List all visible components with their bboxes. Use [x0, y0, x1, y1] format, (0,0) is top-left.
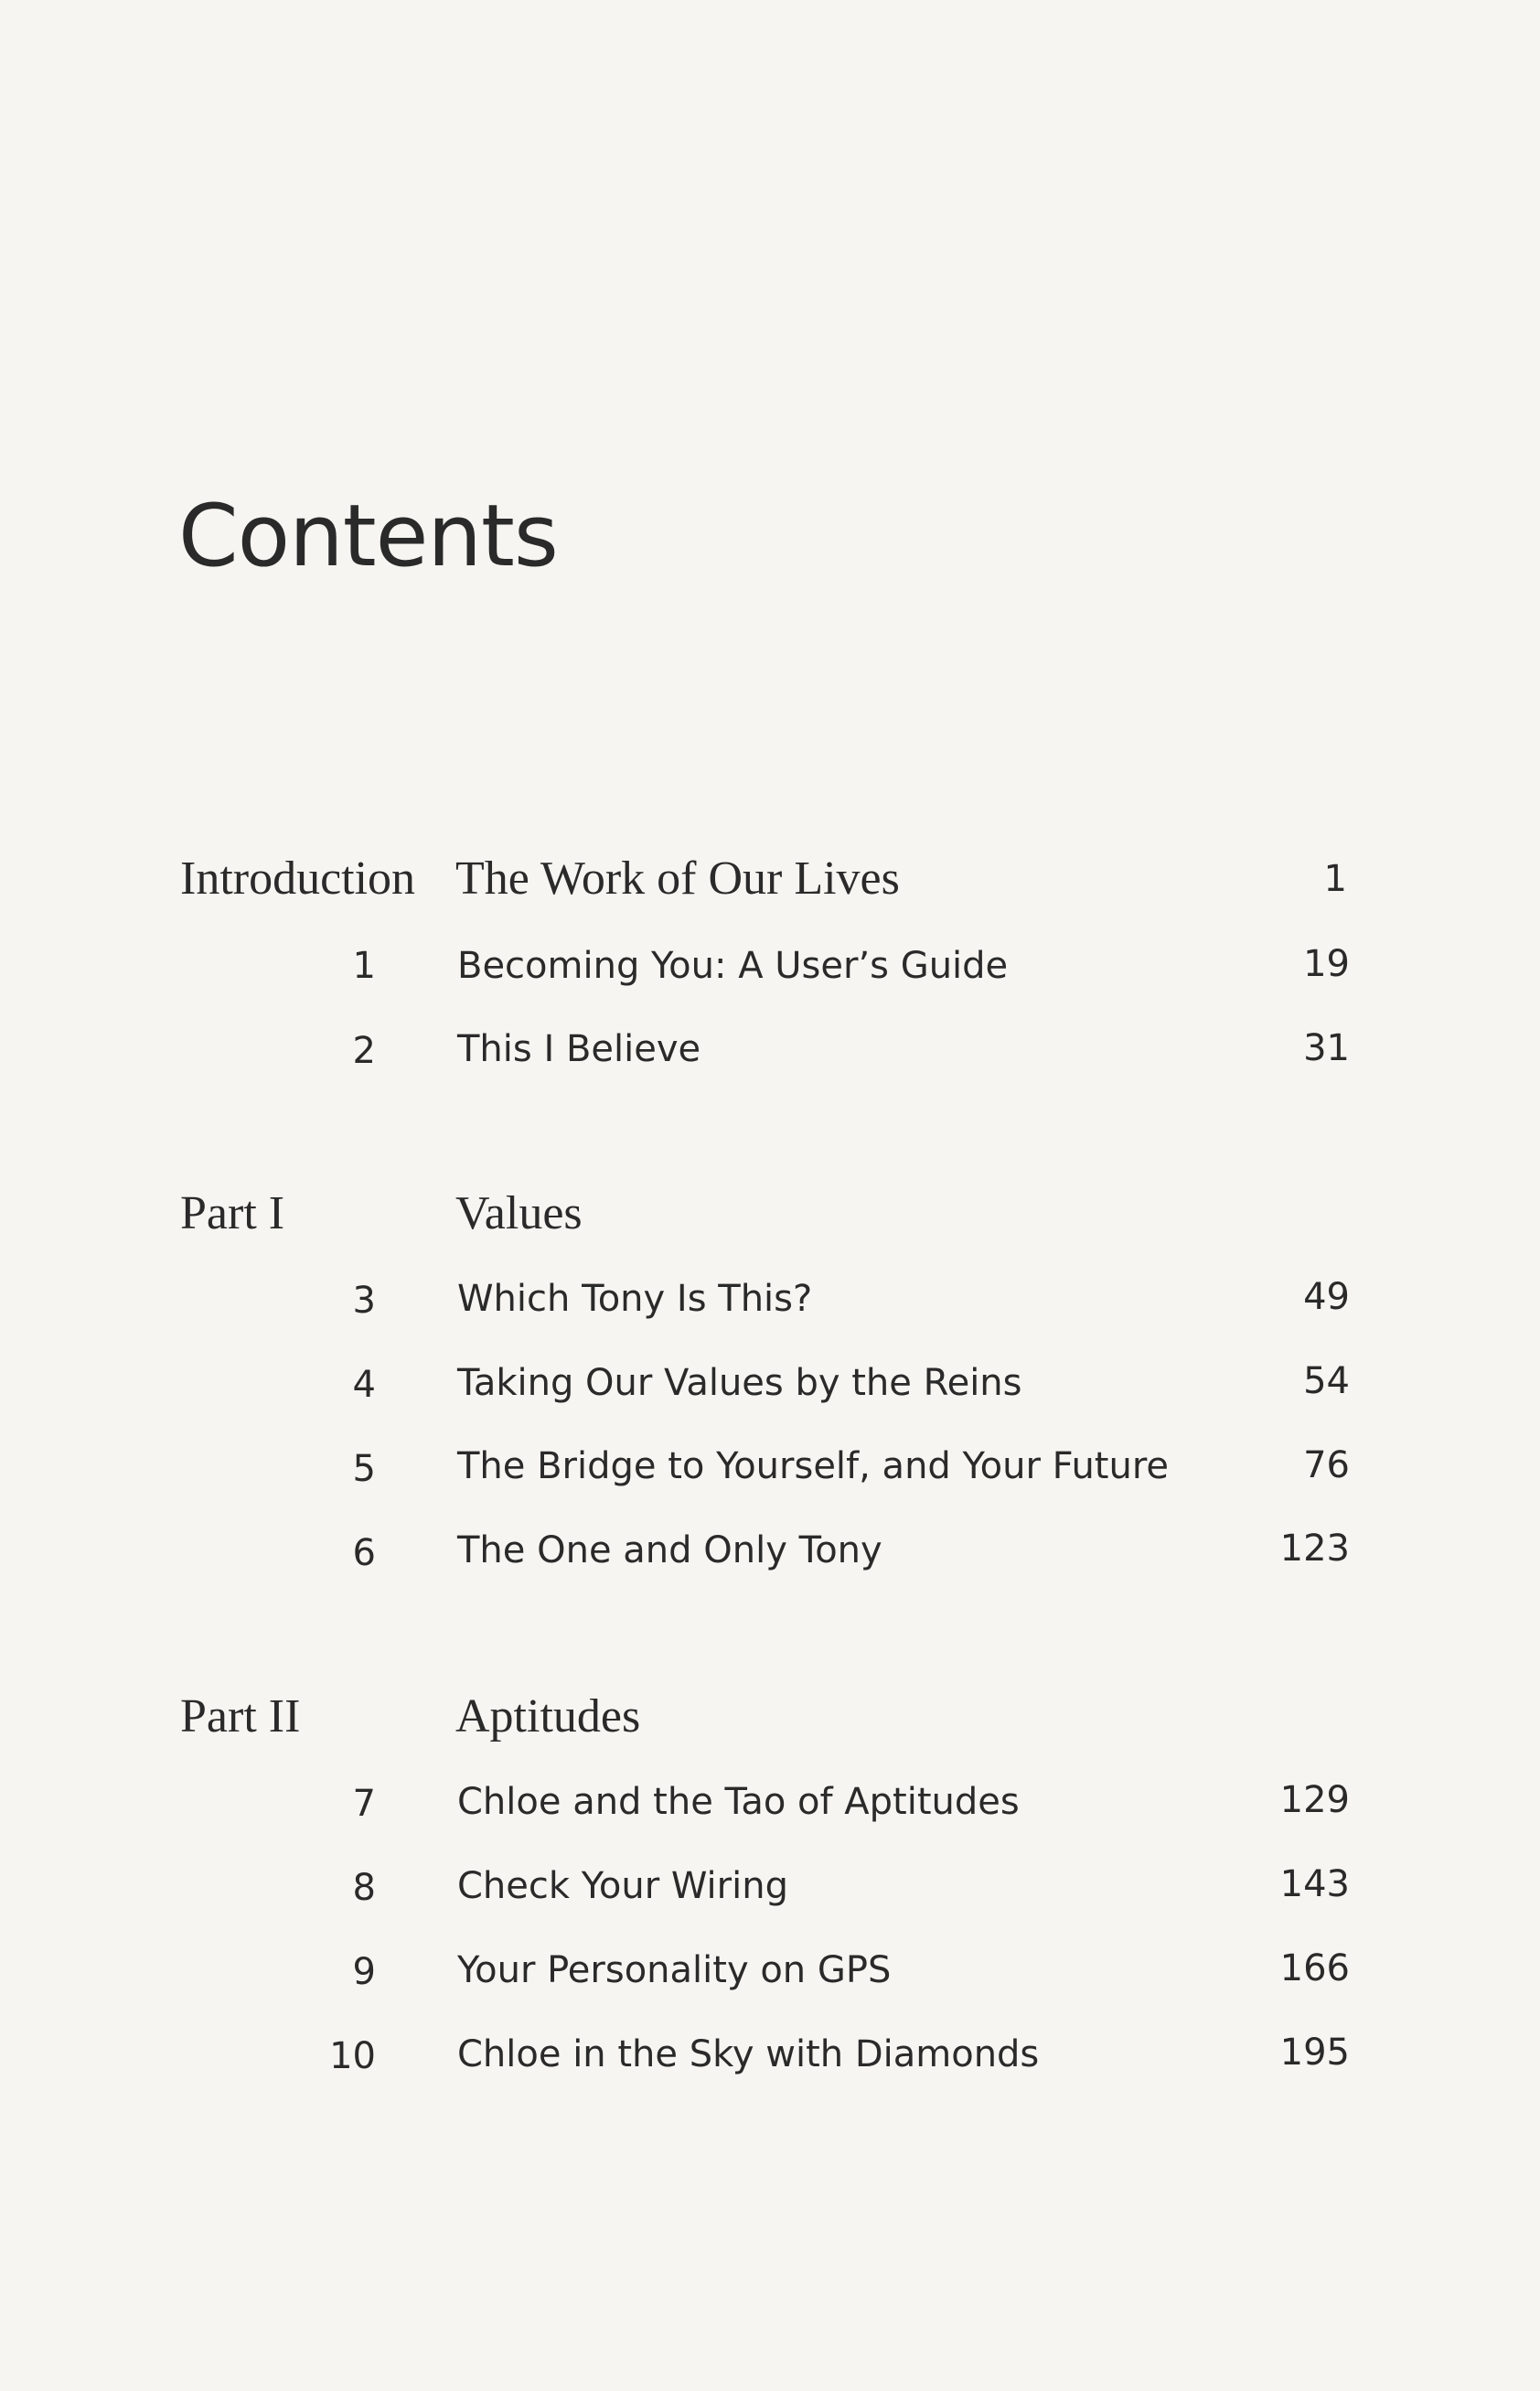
chapter-page-number: 123 — [1279, 1528, 1350, 1570]
section-page-number: 1 — [1323, 858, 1347, 900]
chapter-number: 2 — [352, 1030, 376, 1072]
chapter-page-number: 143 — [1279, 1863, 1350, 1905]
chapter-number: 1 — [352, 945, 376, 987]
chapter-title: This I Believe — [457, 1028, 701, 1070]
section-title: Aptitudes — [455, 1690, 641, 1742]
chapter-title: Chloe in the Sky with Diamonds — [457, 2033, 1040, 2075]
page-title: Contents — [178, 487, 558, 586]
section-title: The Work of Our Lives — [455, 852, 900, 905]
section-label: Introduction — [180, 852, 416, 905]
chapter-page-number: 31 — [1303, 1027, 1350, 1069]
chapter-title: Your Personality on GPS — [457, 1949, 892, 1991]
chapter-title: Check Your Wiring — [457, 1865, 788, 1907]
chapter-page-number: 54 — [1303, 1360, 1350, 1402]
chapter-title: Taking Our Values by the Reins — [457, 1362, 1022, 1404]
chapter-number: 10 — [329, 2035, 376, 2077]
chapter-number: 3 — [352, 1280, 376, 1322]
chapter-title: Chloe and the Tao of Aptitudes — [457, 1781, 1020, 1823]
chapter-title: The One and Only Tony — [457, 1529, 882, 1571]
chapter-title: Which Tony Is This? — [457, 1278, 813, 1320]
chapter-number: 8 — [352, 1867, 376, 1909]
chapter-page-number: 19 — [1303, 943, 1350, 985]
chapter-page-number: 166 — [1279, 1947, 1350, 1989]
chapter-number: 7 — [352, 1783, 376, 1825]
chapter-page-number: 129 — [1279, 1779, 1350, 1821]
section-label: Part II — [180, 1690, 301, 1742]
chapter-number: 6 — [352, 1532, 376, 1574]
chapter-title: Becoming You: A User’s Guide — [457, 945, 1009, 987]
chapter-page-number: 76 — [1303, 1444, 1350, 1486]
chapter-title: The Bridge to Yourself, and Your Future — [457, 1445, 1170, 1487]
section-label: Part I — [180, 1187, 285, 1239]
chapter-number: 5 — [352, 1448, 376, 1490]
section-title: Values — [455, 1187, 583, 1239]
chapter-number: 9 — [352, 1951, 376, 1993]
chapter-page-number: 49 — [1303, 1276, 1350, 1318]
chapter-number: 4 — [352, 1364, 376, 1406]
chapter-page-number: 195 — [1279, 2032, 1350, 2074]
